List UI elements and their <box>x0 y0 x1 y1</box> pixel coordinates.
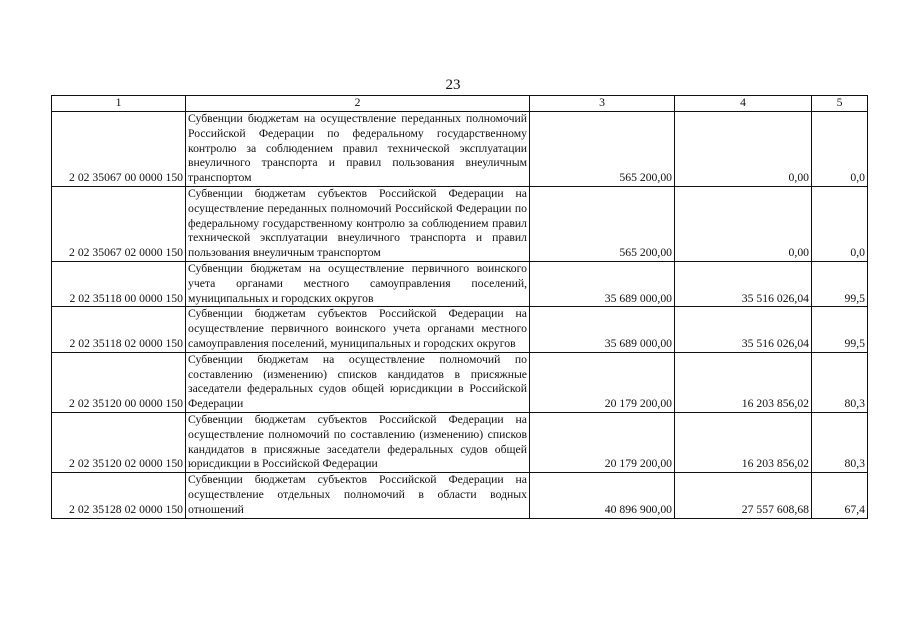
percent-cell: 67,4 <box>812 473 868 518</box>
table-row <box>52 352 868 412</box>
description-cell: Субвенции бюджетам на осуществление полномочий по составлению (изменению) списков кандидатов в присяжные заседатели федеральных судов общей юрисдикции в Российской Федерации <box>186 352 530 412</box>
description-cell: Субвенции бюджетам на осуществление первичного воинского учета органами местного самоуправления поселений, муниципальных и городских округов <box>186 261 530 306</box>
column-header: 1 <box>52 96 186 112</box>
table-row <box>52 473 868 518</box>
actual-amount-cell: 35 516 026,04 <box>675 261 812 306</box>
column-header: 4 <box>675 96 812 112</box>
budget-code-cell: 2 02 35120 00 0000 150 <box>52 352 186 412</box>
actual-amount-cell: 35 516 026,04 <box>675 307 812 352</box>
percent-cell: 99,5 <box>812 261 868 306</box>
plan-amount-cell: 20 179 200,00 <box>530 352 675 412</box>
plan-amount-cell: 565 200,00 <box>530 186 675 261</box>
plan-amount-cell: 35 689 000,00 <box>530 261 675 306</box>
description-cell: Субвенции бюджетам субъектов Российской Федерации на осуществление отдельных полномочий в области водных отношений <box>186 473 530 518</box>
actual-amount-cell: 0,00 <box>675 112 812 187</box>
header-row <box>52 96 868 112</box>
column-header: 3 <box>530 96 675 112</box>
column-header: 2 <box>186 96 530 112</box>
budget-code-cell: 2 02 35118 00 0000 150 <box>52 261 186 306</box>
description-cell: Субвенции бюджетам субъектов Российской Федерации на осуществление первичного воинского учета органами местного самоуправления поселений, муниципальных и городских округов <box>186 307 530 352</box>
description-cell: Субвенции бюджетам на осуществление переданных полномочий Российской Федерации по федеральному государственному контролю за соблюдением правил технической эксплуатации внеуличного транспорта и правил пользования внеуличным транспортом <box>186 112 530 187</box>
table-row <box>52 261 868 306</box>
table-row <box>52 186 868 261</box>
description-cell: Субвенции бюджетам субъектов Российской Федерации на осуществление переданных полномочий Российской Федерации по федеральному государственному контролю за соблюдением правил технической эксплуатации внеуличного транспорта и правил пользования внеуличным транспортом <box>186 186 530 261</box>
budget-code-cell: 2 02 35067 00 0000 150 <box>52 112 186 187</box>
table-row <box>52 307 868 352</box>
percent-cell: 80,3 <box>812 352 868 412</box>
actual-amount-cell: 16 203 856,02 <box>675 352 812 412</box>
table-row <box>52 412 868 472</box>
budget-code-cell: 2 02 35128 02 0000 150 <box>52 473 186 518</box>
actual-amount-cell: 0,00 <box>675 186 812 261</box>
budget-table <box>51 95 868 519</box>
table-row <box>52 112 868 187</box>
page-number: 23 <box>445 77 461 93</box>
column-header: 5 <box>812 96 868 112</box>
plan-amount-cell: 35 689 000,00 <box>530 307 675 352</box>
budget-code-cell: 2 02 35120 02 0000 150 <box>52 412 186 472</box>
budget-code-cell: 2 02 35118 02 0000 150 <box>52 307 186 352</box>
plan-amount-cell: 20 179 200,00 <box>530 412 675 472</box>
budget-code-cell: 2 02 35067 02 0000 150 <box>52 186 186 261</box>
plan-amount-cell: 565 200,00 <box>530 112 675 187</box>
description-cell: Субвенции бюджетам субъектов Российской Федерации на осуществление полномочий по составлению (изменению) списков кандидатов в присяжные заседатели федеральных судов общей юрисдикции в Российской Федерации <box>186 412 530 472</box>
actual-amount-cell: 27 557 608,68 <box>675 473 812 518</box>
percent-cell: 80,3 <box>812 412 868 472</box>
plan-amount-cell: 40 896 900,00 <box>530 473 675 518</box>
percent-cell: 0,0 <box>812 186 868 261</box>
percent-cell: 99,5 <box>812 307 868 352</box>
actual-amount-cell: 16 203 856,02 <box>675 412 812 472</box>
percent-cell: 0,0 <box>812 112 868 187</box>
